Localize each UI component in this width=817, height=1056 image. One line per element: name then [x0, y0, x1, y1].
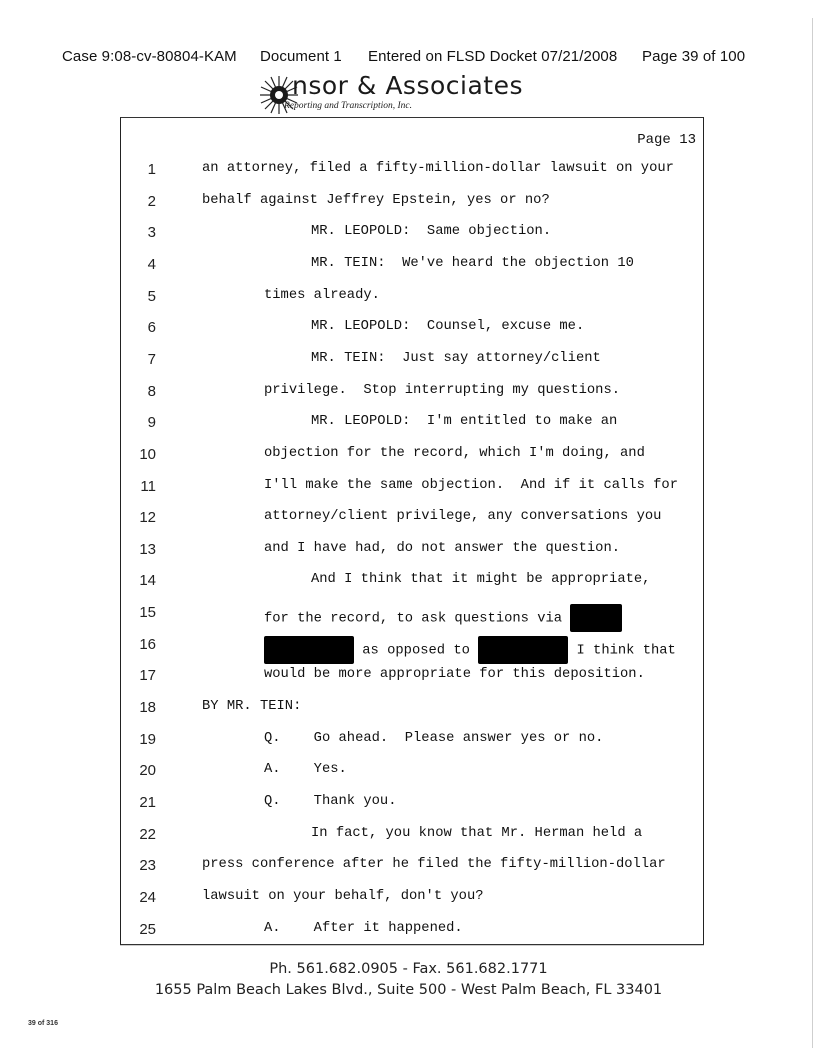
line-number: 14 — [139, 572, 156, 590]
line-text-segment: I'll make the same objection. And if it calls for — [264, 477, 678, 493]
line-number: 1 — [147, 161, 156, 178]
line-number: 9 — [147, 414, 156, 432]
transcript-line — [121, 446, 701, 477]
redaction-block — [570, 604, 622, 632]
document-number: Document 1 — [260, 48, 342, 65]
transcript-line — [121, 193, 701, 224]
line-text-segment: I think that — [568, 643, 676, 659]
line-text-segment: behalf against Jeffrey Epstein, yes or no? — [202, 192, 550, 208]
line-number: 13 — [139, 540, 156, 558]
line-text — [264, 478, 678, 493]
line-text — [264, 541, 620, 556]
transcript-line — [121, 572, 701, 603]
line-text — [202, 193, 550, 208]
line-number: 3 — [147, 224, 156, 242]
line-number: 20 — [139, 762, 156, 780]
line-number: 21 — [139, 794, 156, 811]
line-text — [264, 921, 463, 936]
line-text-segment: attorney/client privilege, any conversations you — [264, 509, 662, 525]
line-text-segment: privilege. Stop interrupting my questions. — [264, 382, 621, 398]
footer-address: 1655 Palm Beach Lakes Blvd., Suite 500 - West Palm Beach, FL 33401 — [154, 982, 663, 998]
line-text-segment: an attorney, filed a fifty-million-dollar lawsuit on your — [202, 161, 674, 176]
line-number: 4 — [147, 255, 156, 273]
line-text-segment: as opposed to — [354, 643, 479, 659]
line-text-segment: Q. Thank you. — [264, 794, 397, 809]
line-text-segment: MR. TEIN: We've heard the objection 10 — [311, 255, 634, 271]
transcript-line — [121, 256, 701, 287]
line-text — [264, 383, 620, 398]
line-number: 10 — [139, 445, 156, 463]
line-text-segment: MR. LEOPOLD: I'm entitled to make an — [311, 414, 618, 430]
scan-edge-line — [812, 18, 813, 1048]
transcript-line — [121, 794, 701, 825]
line-text — [311, 319, 584, 334]
line-text-segment: would be more appropriate for this deposition. — [264, 667, 645, 683]
line-text-segment: MR. LEOPOLD: Same objection. — [311, 224, 552, 240]
line-text-segment: In fact, you know that Mr. Herman held a — [311, 825, 643, 841]
company-logo — [258, 71, 548, 118]
line-number: 16 — [139, 635, 156, 653]
line-number: 6 — [147, 319, 156, 337]
line-text-segment: for the record, to ask questions via — [264, 611, 571, 627]
transcript-line — [121, 921, 701, 952]
line-number: 15 — [139, 604, 156, 622]
transcript-line — [121, 699, 701, 730]
transcript-line — [121, 889, 701, 920]
transcript-line — [121, 762, 701, 793]
line-text — [264, 509, 661, 524]
line-text-segment: and I have had, do not answer the question. — [264, 540, 621, 556]
line-number: 8 — [147, 382, 156, 400]
line-text — [264, 446, 645, 461]
transcript-line — [121, 224, 701, 255]
transcript-line — [121, 414, 701, 445]
line-number: 5 — [147, 287, 156, 305]
line-text — [264, 731, 603, 746]
transcript-line — [121, 478, 701, 509]
line-text — [311, 224, 551, 239]
line-text — [202, 699, 301, 714]
redaction-block — [264, 636, 354, 664]
line-text — [311, 572, 650, 587]
line-text-segment: press conference after he filed the fifty-million-dollar — [202, 857, 666, 873]
transcript-page-label: Page 13 — [637, 132, 696, 148]
line-number: 11 — [140, 477, 156, 495]
line-text — [264, 288, 380, 303]
line-text — [264, 636, 676, 664]
line-text — [264, 667, 645, 682]
line-text-segment: And I think that it might be appropriate, — [311, 572, 651, 588]
line-text-segment: A. Yes. — [264, 762, 347, 778]
line-text-segment: MR. TEIN: Just say attorney/client — [311, 350, 601, 366]
line-text — [202, 889, 484, 904]
transcript-line — [121, 509, 701, 540]
company-name: nsor & Associates — [292, 71, 523, 100]
line-number: 18 — [139, 699, 156, 717]
line-text — [264, 604, 622, 632]
transcript-line — [121, 826, 701, 857]
page-count: 39 of 316 — [28, 1020, 58, 1027]
line-number: 23 — [139, 857, 156, 875]
line-text — [202, 857, 666, 872]
line-number: 7 — [147, 350, 156, 368]
line-text-segment: BY MR. TEIN: — [202, 699, 302, 715]
case-number: Case 9:08-cv-80804-KAM — [62, 48, 237, 65]
line-text — [311, 826, 642, 841]
line-text-segment: lawsuit on your behalf, don't you? — [202, 888, 484, 904]
transcript-line — [121, 667, 701, 698]
page-of-total: Page 39 of 100 — [642, 48, 746, 65]
transcript-line — [121, 161, 701, 192]
transcript-line — [121, 288, 701, 319]
transcript-line — [121, 604, 701, 635]
transcript-line — [121, 351, 701, 382]
transcript-page — [120, 117, 704, 945]
line-text — [264, 762, 347, 777]
line-text — [264, 794, 396, 809]
transcript-line — [121, 541, 701, 572]
line-number: 24 — [139, 888, 156, 906]
line-text-segment: times already. — [264, 287, 380, 303]
line-text — [311, 414, 617, 429]
line-text-segment: MR. LEOPOLD: Counsel, excuse me. — [311, 319, 585, 335]
transcript-line — [121, 383, 701, 414]
transcript-line — [121, 731, 701, 762]
line-text — [311, 256, 634, 271]
footer-phone: Ph. 561.682.0905 - Fax. 561.682.1771 — [269, 961, 548, 977]
line-text-segment: A. After it happened. — [264, 920, 463, 936]
line-number: 19 — [139, 730, 156, 748]
line-number: 22 — [139, 825, 156, 843]
line-text — [311, 351, 601, 366]
transcript-line — [121, 857, 701, 888]
line-text-segment: objection for the record, which I'm doing, and — [264, 445, 645, 461]
line-text-segment: Q. Go ahead. Please answer yes or no. — [264, 730, 604, 746]
line-number: 12 — [139, 509, 156, 527]
line-text — [202, 161, 674, 176]
transcript-line — [121, 636, 701, 667]
company-subtitle: Reporting and Transcription, Inc. — [284, 101, 412, 111]
docket-entry: Entered on FLSD Docket 07/21/2008 — [368, 48, 618, 65]
redaction-block — [478, 636, 568, 664]
line-number: 25 — [139, 920, 156, 938]
transcript-line — [121, 319, 701, 350]
scan-noise-line — [120, 945, 704, 946]
line-number: 2 — [147, 192, 156, 210]
line-number: 17 — [139, 667, 156, 685]
